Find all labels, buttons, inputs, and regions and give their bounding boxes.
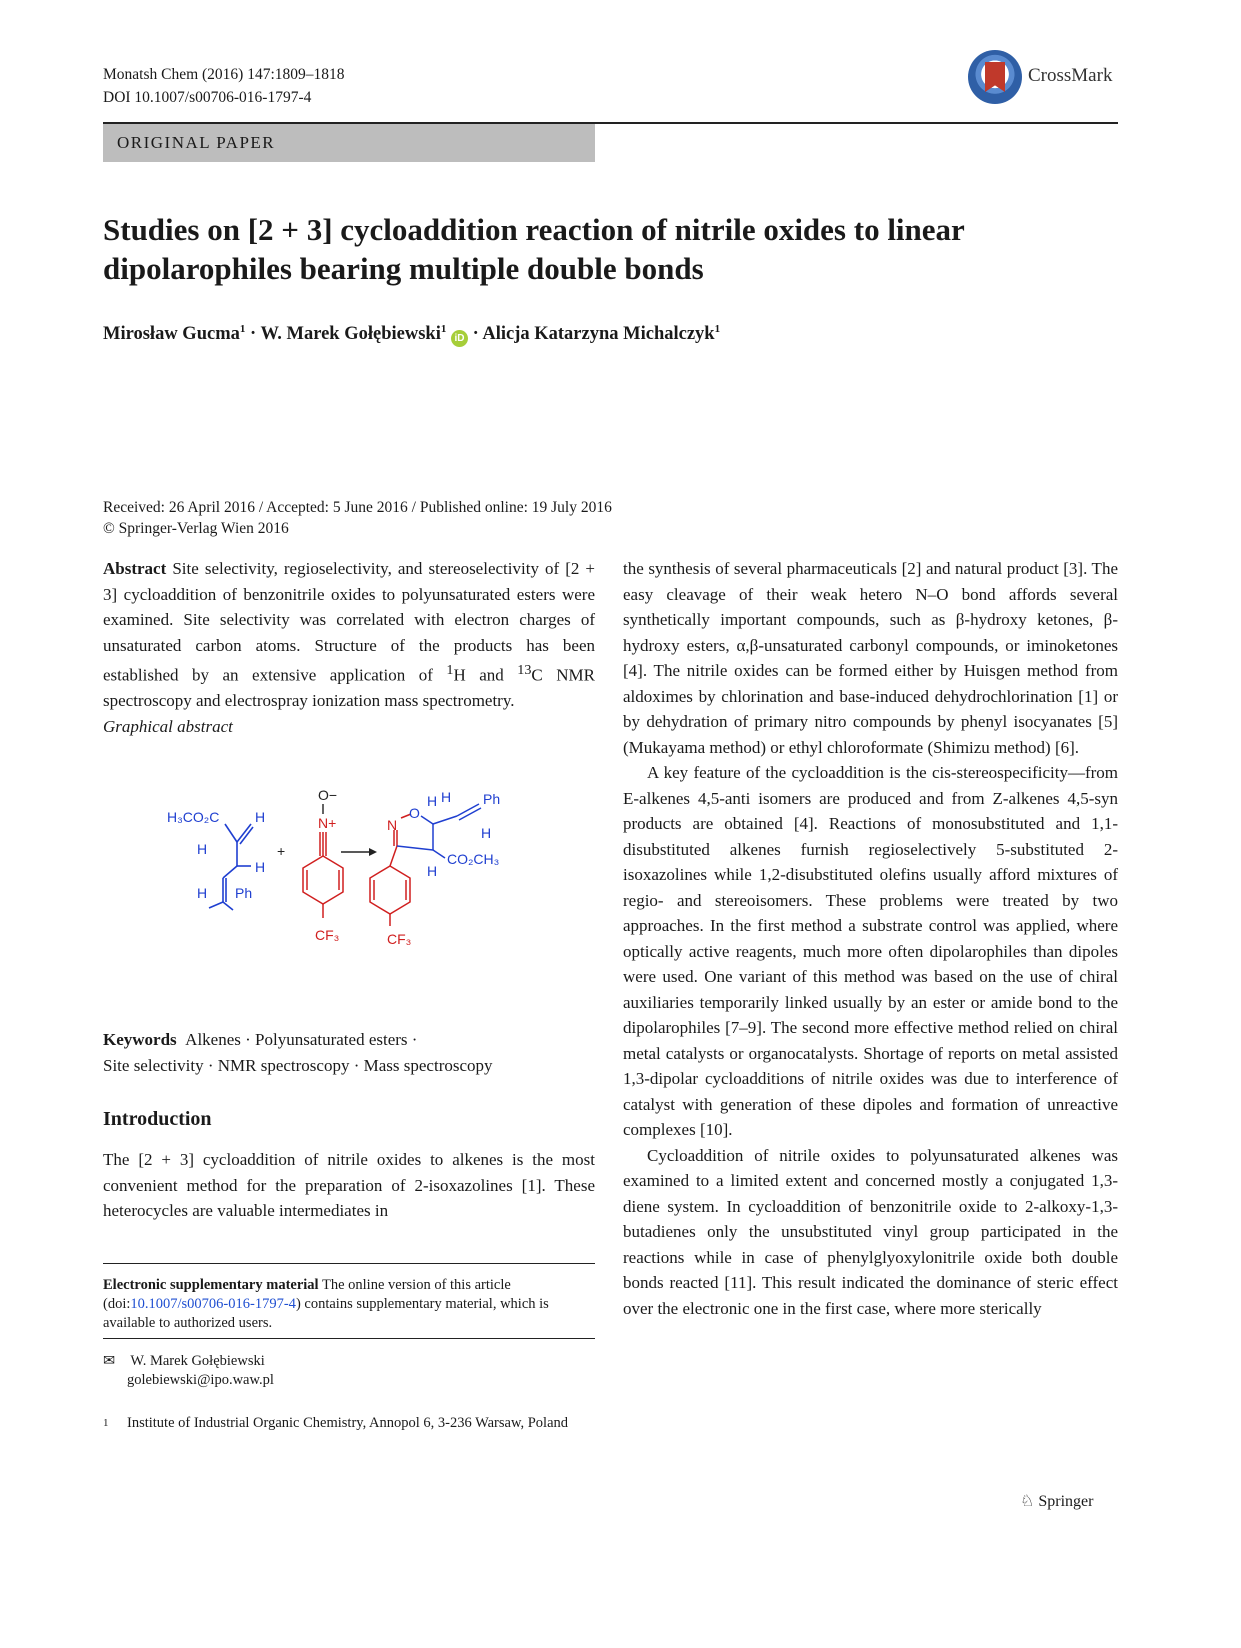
affiliation <box>103 1414 595 1433</box>
article-type-badge: ORIGINAL PAPER <box>103 124 595 162</box>
affiliation-text: Institute of Industrial Organic Chemistry, Annopol 6, 3-236 Warsaw, Poland <box>127 1415 569 1431</box>
abstract <box>103 556 595 739</box>
section-heading-introduction: Introduction <box>103 1108 212 1130</box>
crossmark-logo[interactable] <box>968 50 1118 106</box>
right-column <box>623 556 1118 1321</box>
paper-title <box>103 210 1103 288</box>
cf3-label: CF₃ <box>315 927 340 943</box>
keywords-line-1: Alkenes · Polyunsaturated esters · <box>185 1030 418 1049</box>
crossmark-label: CrossMark <box>1028 65 1113 86</box>
oxide-label: O− <box>318 790 338 803</box>
copyright-line: © Springer-Verlag Wien 2016 <box>103 520 289 537</box>
journal-citation: Monatsh Chem (2016) 147:1809–1818 <box>103 66 345 83</box>
author-3[interactable]: Alicja Katarzyna Michalczyk <box>482 324 715 345</box>
affiliation-mark: 1 <box>440 323 447 335</box>
hydrogen-label: H <box>481 825 492 841</box>
hydrogen-label: H <box>427 863 438 879</box>
keywords-label: Keywords <box>103 1030 177 1049</box>
affiliation-mark: 1 <box>239 323 246 335</box>
paragraph: A key feature of the cycloaddition is the cis-stereospecificity—from E-alkenes 4,5-anti isomers are produced and from Z-alkenes 4,5-syn products are obtained [4]. Reactions of monosubstituted and 1,1-disubstituted alkenes furnish regioselectively 5-substituted 2-isoxazolines while 1,2-disubstituted olefins usually afford mixtures of regio- and stereoisomers. These problems were treated by two approaches. In the first method a substrate control was applied, where optically active reagents, much more often dipolarophiles than dipoles were used. One variant of this method was based on the use of chiral auxiliaries temporarily linked usually by an ester or amide bond to the dipolarophiles [7–9]. The second more effective method relied on chiral metal catalysts or organocatalysts. Shortage of reports on metal assisted 1,3-dipolar cycloadditions of nitrile oxides was due to interference of catalyst with generation of these dipoles and formation of unreactive complexes [10]. <box>623 763 1118 1139</box>
ring-nitrogen-label: N <box>387 817 398 833</box>
keywords-line-2: Site selectivity · NMR spectroscopy · Mass spectroscopy <box>103 1055 493 1075</box>
journal-header <box>103 63 345 109</box>
hydrogen-label: H <box>197 841 208 857</box>
arrow-head <box>369 848 377 856</box>
footnote-rule <box>103 1338 595 1339</box>
corresponding-author <box>103 1352 595 1390</box>
author-separator: · <box>472 324 479 345</box>
doi-line: DOI 10.1007/s00706-016-1797-4 <box>103 89 312 106</box>
esm-label: Electronic supplementary material <box>103 1277 319 1293</box>
abstract-label: Abstract <box>103 559 167 578</box>
abstract-text-1: Site selectivity, regioselectivity, and stereoselectivity of [2 + 3] cycloaddition of benzonitrile oxides to polyunsaturated esters were examined. Site selectivity was correlated with electron charges of unsaturated carbon atoms. Structure of the products has been established by an extensive application of <box>103 559 596 685</box>
author-2[interactable]: W. Marek Gołębiewski <box>260 324 441 345</box>
title-line-2: dipolarophiles bearing multiple double bonds <box>103 251 704 286</box>
ring-oxygen-label: O <box>409 805 420 821</box>
nitrile-oxide-structure <box>303 832 343 918</box>
paragraph: Cycloaddition of nitrile oxides to polyunsaturated alkenes was examined to a limited extent and concerned mostly a conjugated 1,3-diene system. In cycloaddition of benzonitrile oxide to 2-alkoxy-1,3-butadienes only the unsubstituted vinyl group participated in the reactions while in case of phenylglyoxylonitrile oxide both double bonds reacted [11]. This result indicated the dominance of steric effect over the electronic one in the first case, where more sterically <box>623 1145 1118 1318</box>
nitrilium-label: N+ <box>318 815 337 831</box>
author-1[interactable]: Mirosław Gucma <box>103 324 240 345</box>
abstract-text-3: C NMR spectroscopy and electrospray ionization mass spectrometry. <box>103 665 595 711</box>
springer-horse-icon: ♘ <box>1020 1493 1035 1510</box>
esm-note <box>103 1276 595 1333</box>
esm-doi-link[interactable]: 10.1007/s00706-016-1797-4 <box>130 1296 296 1312</box>
paragraph: the synthesis of several pharmaceuticals [2] and natural product [3]. The easy cleavage of their weak hetero N–O bond affords several synthetically important compounds, such as β-hydroxy ketones, β-hydroxy esters, α,β-unsaturated carbonyl compounds, or iminoketones [4]. The nitrile oxides can be formed either by Huisgen method from aldoximes by chlorination and base-induced dehydrochlorination [1] or by dehydration of primary nitro compounds by phenyl isocyanates [5] (Mukayama method) or ethyl chloroformate (Shimizu method) [6]. <box>623 559 1118 757</box>
affiliation-number: 1 <box>103 1417 109 1429</box>
footnote-rule <box>103 1263 595 1264</box>
affiliation-mark: 1 <box>714 323 721 335</box>
title-line-1: Studies on [2 + 3] cycloaddition reaction of nitrile oxides to linear <box>103 212 965 247</box>
contact-name: W. Marek Gołębiewski <box>130 1353 265 1369</box>
publisher-name: Springer <box>1038 1493 1094 1510</box>
intro-text: The [2 + 3] cycloaddition of nitrile oxides to alkenes is the most convenient method for the preparation of 2-isoxazolines [1]. These heterocycles are valuable intermediates in <box>103 1150 595 1220</box>
graphical-abstract-label: Graphical abstract <box>103 716 233 736</box>
author-separator: · <box>249 324 257 345</box>
reaction-scheme <box>165 790 535 980</box>
superscript-1h: 1 <box>446 662 454 678</box>
plus-sign: + <box>277 843 286 859</box>
keywords <box>103 1027 595 1078</box>
ester-label: CO₂CH₃ <box>447 851 500 867</box>
phenyl-label: Ph <box>483 791 501 807</box>
phenyl-label: Ph <box>235 885 253 901</box>
esm-text-1: The online version of this article (doi: <box>103 1277 511 1312</box>
publication-dates <box>103 497 1003 539</box>
superscript-13c: 13 <box>517 662 532 678</box>
envelope-icon: ✉ <box>103 1353 116 1369</box>
abstract-text-2: H and <box>453 665 518 685</box>
orcid-icon[interactable]: iD <box>451 330 468 347</box>
ester-label: H₃CO₂C <box>167 809 220 825</box>
hydrogen-label: H <box>255 859 266 875</box>
dates-line: Received: 26 April 2016 / Accepted: 5 June 2016 / Published online: 19 July 2016 <box>103 499 612 516</box>
hydrogen-label: H <box>255 809 266 825</box>
hydrogen-label: H <box>427 793 438 809</box>
cf3-label: CF₃ <box>387 931 412 947</box>
contact-email[interactable]: golebiewski@ipo.waw.pl <box>127 1372 274 1388</box>
publisher-logo <box>1020 1491 1093 1511</box>
esm-text-2: ) contains supplementary material, which is available to authorized users. <box>103 1296 549 1331</box>
intro-paragraph <box>103 1147 595 1224</box>
hydrogen-label: H <box>441 790 452 805</box>
hydrogen-label: H <box>197 885 208 901</box>
author-list <box>103 323 1103 347</box>
